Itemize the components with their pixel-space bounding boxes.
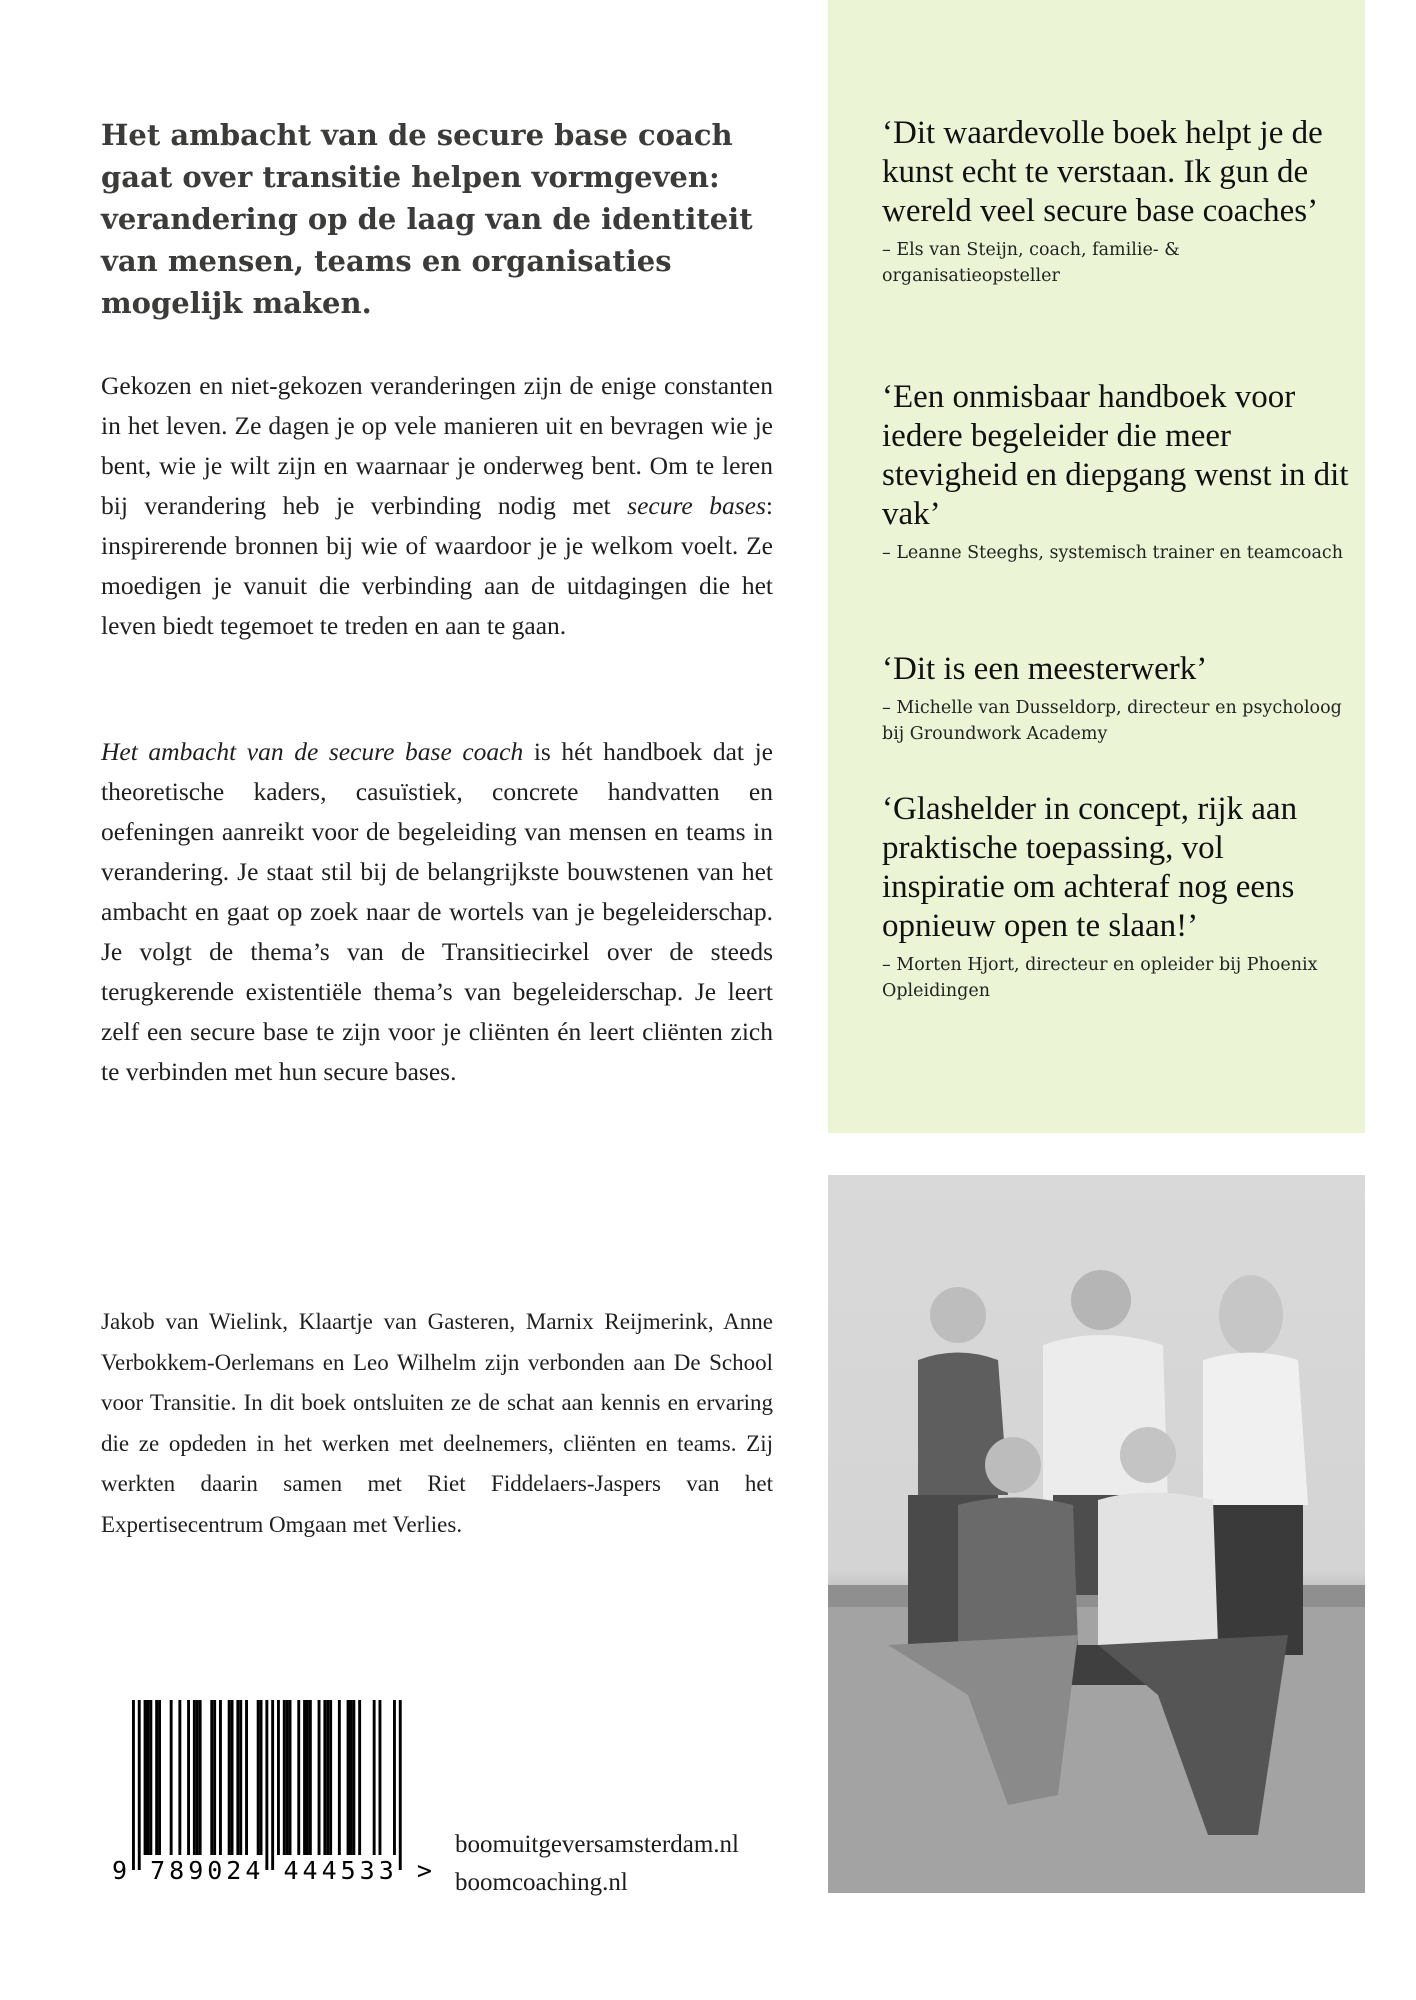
book-title-italic: Het ambacht van de secure base coach	[101, 737, 524, 766]
isbn-barcode	[112, 1700, 436, 1895]
barcode-bar	[265, 1700, 268, 1870]
publisher-url[interactable]: boomuitgeversamsterdam.nl	[455, 1831, 739, 1858]
person-right	[1203, 1275, 1308, 1655]
barcode-bar	[283, 1700, 286, 1855]
barcode-bar	[245, 1700, 248, 1855]
barcode-bar	[196, 1700, 199, 1855]
barcode-bar	[149, 1700, 152, 1855]
barcode-bar	[309, 1700, 312, 1855]
endorsement-quote	[882, 790, 1352, 1004]
barcode-bar	[193, 1700, 196, 1855]
barcode-bar	[158, 1700, 161, 1855]
barcode-bar	[358, 1700, 361, 1855]
barcode-bar	[257, 1700, 260, 1855]
barcode-bar	[379, 1700, 382, 1855]
authors-bio: Jakob van Wielink, Klaartje van Gasteren, Marnix Reijmerink, Anne Verbokkem-Oerlemans en Leo Wilhelm zijn verbonden aan De School voor Transitie. In dit boek ontsluiten ze de schat aan kennis en ervaring die ze opdeden in het werken met deelnemers, cliënten en teams. Zij werkten daarin samen met Riet Fiddelaers-Jaspers van het Expertisecentrum Omgaan met Verlies.	[101, 1309, 773, 1537]
imprint-url[interactable]: boomcoaching.nl	[455, 1869, 628, 1896]
barcode-bar	[373, 1700, 376, 1855]
quote-text: ‘Een onmisbaar handboek voor iedere begeleider die meer stevigheid en diepgang wenst in dit vak’	[882, 379, 1349, 532]
barcode-bar	[147, 1700, 150, 1855]
intro-heading: Het ambacht van de secure base coach gaat over transitie helpen vormgeven: verandering op de laag van de identiteit van mensen, teams en organisaties mogelijk maken.	[101, 118, 753, 320]
barcode-bar	[329, 1700, 332, 1855]
barcode-bar	[170, 1700, 173, 1855]
photo-illustration	[828, 1175, 1365, 1893]
endorsements-panel	[828, 0, 1365, 1133]
quote-text: ‘Dit waardevolle boek helpt je de kunst echt te verstaan. Ik gun de wereld veel secure base coaches’	[882, 115, 1323, 229]
barcode-bar	[178, 1700, 181, 1855]
quote-attribution: – Morten Hjort, directeur en opleider bij Phoenix Opleidingen	[882, 955, 1318, 1001]
publisher-links	[455, 1826, 739, 1902]
barcode-bar	[352, 1700, 355, 1855]
barcode-bar	[236, 1700, 239, 1855]
barcode-bar	[155, 1700, 158, 1855]
barcode-bar	[213, 1700, 216, 1855]
barcode-bar	[286, 1700, 289, 1855]
para2-text: is hét handboek dat je theoretische kaders, casuïstiek, concrete handvatten en oefeningen aanreikt voor de begeleiding van mensen en teams in verandering. Je staat stil bij de belangrijkste bouwstenen van het ambacht en gaat op zoek naar de wortels van je begeleiderschap. Je volgt de thema’s van de Transitiecirkel over de steeds terugkerende existentiële thema’s van begeleiderschap. Je leert zelf een secure base te zijn voor je cliënten én leert cliënten zich te verbinden met hun secure bases.	[101, 737, 773, 1086]
barcode-bar	[323, 1700, 326, 1855]
barcode-bar	[132, 1700, 135, 1870]
description-paragraph-1	[101, 366, 773, 646]
quote-attribution: – Michelle van Dusseldorp, directeur en psycholoog bij Groundwork Academy	[882, 698, 1342, 744]
barcode-bar	[231, 1700, 234, 1855]
barcode-bar	[399, 1700, 402, 1870]
quote-attribution: – Leanne Steeghs, systemisch trainer en teamcoach	[882, 543, 1343, 563]
barcode-bar	[199, 1700, 202, 1855]
barcode-bar	[338, 1700, 341, 1855]
barcode-bar	[187, 1700, 190, 1855]
barcode-bar	[297, 1700, 300, 1855]
authors-group-photo	[828, 1175, 1365, 1893]
barcode-bar	[228, 1700, 231, 1855]
barcode-bar	[347, 1700, 350, 1855]
description-paragraph-2	[101, 732, 773, 1092]
barcode-bar	[219, 1700, 222, 1855]
endorsement-quote	[882, 114, 1352, 289]
isbn-digits: 9 789024 444533 >	[112, 1856, 436, 1885]
para1-text-a: Gekozen en niet-gekozen veranderingen zijn de enige constanten in het leven. Ze dagen je op vele manieren uit en bevragen wie je bent, wie je wilt zijn en waarnaar je onderweg bent. Om te leren bij verandering heb je verbinding nodig met	[101, 371, 773, 520]
quote-text: ‘Dit is een meesterwerk’	[882, 651, 1208, 687]
para1-italic-term: secure bases	[627, 491, 766, 520]
barcode-bar	[326, 1700, 329, 1855]
endorsement-quote	[882, 378, 1352, 566]
endorsement-quote	[882, 650, 1352, 747]
barcode-bar	[138, 1700, 141, 1870]
barcode-bar	[210, 1700, 213, 1855]
barcode-bars	[112, 1700, 402, 1870]
barcode-bar	[303, 1700, 306, 1855]
barcode-bar	[277, 1700, 280, 1855]
barcode-bar	[239, 1700, 242, 1855]
barcode-bar	[144, 1700, 147, 1855]
barcode-bar	[393, 1700, 396, 1855]
quote-text: ‘Glashelder in concept, rijk aan praktische toepassing, vol inspiratie om achteraf nog eens opnieuw open te slaan!’	[882, 791, 1298, 944]
barcode-bar	[271, 1700, 274, 1870]
quote-attribution: – Els van Steijn, coach, familie- & organisatieopsteller	[882, 240, 1180, 286]
barcode-bar	[318, 1700, 321, 1855]
barcode-bar	[306, 1700, 309, 1855]
barcode-bar	[260, 1700, 263, 1855]
barcode-bar	[289, 1700, 292, 1855]
barcode-bar	[350, 1700, 353, 1855]
para1-text-b: : inspirerende bronnen bij wie of waardoor je je welkom voelt. Ze moedigen je vanuit die verbinding aan de uitdagingen die het leven biedt tegemoet te treden en aan te gaan.	[101, 491, 773, 640]
